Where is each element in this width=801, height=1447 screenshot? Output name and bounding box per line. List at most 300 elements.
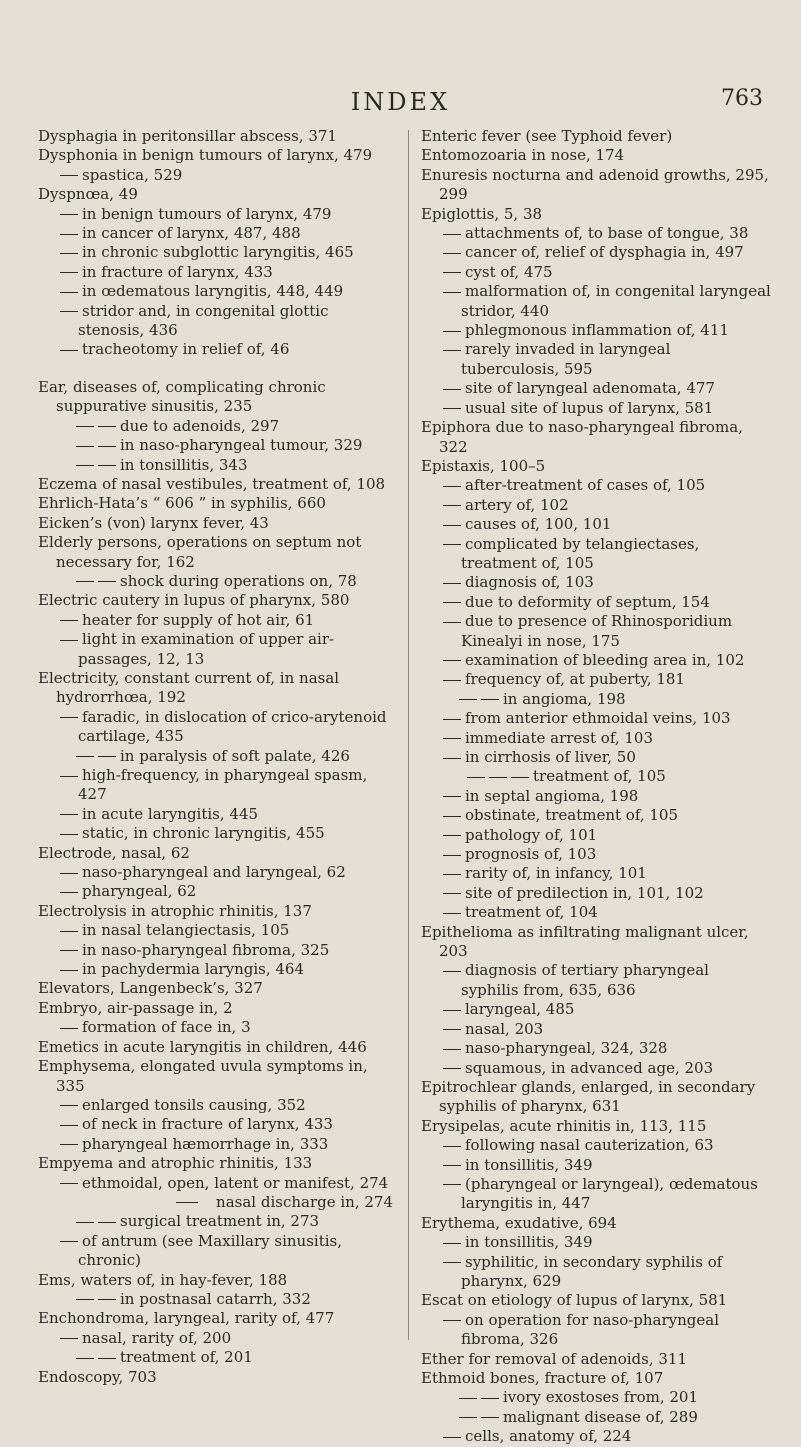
index-entry-text: (pharyngeal or laryngeal), œdematous laryngitis in, 447 [461, 1174, 758, 1213]
index-entry [38, 302, 393, 341]
continuation-dash [76, 581, 94, 582]
index-entry-text: in tonsillitis, 343 [120, 455, 248, 474]
continuation-dash [443, 816, 461, 817]
index-entry [421, 767, 771, 786]
index-entry [38, 979, 393, 998]
index-entry-text: artery of, 102 [465, 495, 569, 514]
index-entry-text: in fracture of larynx, 433 [82, 262, 273, 281]
index-entry-text: prognosis of, 103 [465, 845, 597, 864]
index-entry-text: ethmoidal, open, latent or manifest, 274 [82, 1173, 389, 1192]
continuation-dash [98, 1358, 116, 1359]
index-entry [38, 882, 393, 901]
index-entry [421, 593, 771, 612]
index-entry [38, 533, 393, 572]
index-entry-text: in œdematous laryngitis, 448, 449 [82, 282, 344, 301]
index-entry [421, 826, 771, 845]
index-entry [38, 436, 393, 455]
index-entry [421, 612, 771, 651]
index-entry [38, 960, 393, 979]
index-entry-text: nasal, rarity of, 200 [82, 1328, 232, 1347]
index-entry [421, 651, 771, 670]
index-entry [38, 1115, 393, 1134]
index-entry-text: Elderly persons, operations on septum not necessary for, 162 [38, 533, 362, 571]
continuation-dash [60, 1105, 78, 1106]
continuation-dash [443, 1184, 461, 1185]
continuation-dash [459, 1417, 477, 1418]
index-entry [38, 1154, 393, 1173]
index-entry-text: on operation for naso-pharyngeal fibroma, 326 [461, 1310, 720, 1349]
continuation-dash [459, 1398, 477, 1399]
continuation-dash [98, 1299, 116, 1300]
continuation-dash [98, 446, 116, 447]
index-entry-text: Emetics in acute laryngitis in children, 446 [38, 1037, 367, 1056]
index-entry-text: in angioma, 198 [503, 689, 626, 708]
index-entry-text: cells, anatomy of, 224 [465, 1427, 632, 1446]
continuation-dash [76, 756, 94, 757]
index-entry [38, 1348, 393, 1367]
continuation-dash [443, 331, 461, 332]
index-entry [421, 961, 771, 1000]
index-entry-text: malformation of, in congenital laryngeal stridor, 440 [461, 282, 771, 320]
index-entry-text: in pachydermia laryngis, 464 [82, 960, 304, 979]
continuation-dash [60, 175, 78, 176]
index-entry-text: in naso-pharyngeal tumour, 329 [120, 436, 363, 455]
index-column-right [421, 127, 771, 1447]
continuation-dash [443, 796, 461, 797]
index-entry-text: rarely invaded in laryngeal tuberculosis, 595 [461, 340, 671, 378]
index-entry-text: in acute laryngitis, 445 [82, 804, 259, 823]
index-entry [38, 282, 393, 301]
continuation-dash [60, 814, 78, 815]
index-entry [38, 263, 393, 282]
continuation-dash [60, 834, 78, 835]
index-entry-text: after-treatment of cases of, 105 [465, 476, 706, 495]
index-entry-text: immediate arrest of, 103 [465, 728, 654, 747]
continuation-dash [443, 1262, 461, 1263]
index-entry [421, 923, 771, 962]
index-entry-text: pharyngeal, 62 [82, 882, 197, 901]
index-entry [38, 340, 393, 359]
index-entry-text: Emphysema, elongated uvula symptoms in, 335 [38, 1057, 368, 1095]
index-entry [421, 476, 771, 495]
continuation-dash [60, 311, 78, 312]
index-entry-text: naso-pharyngeal, 324, 328 [465, 1039, 668, 1058]
index-entry-text: causes of, 100, 101 [465, 515, 612, 534]
index-entry [421, 379, 771, 398]
index-entry [38, 766, 393, 805]
continuation-dash [60, 1183, 78, 1184]
continuation-dash [60, 931, 78, 932]
continuation-dash [443, 525, 461, 526]
index-entry-text: Endoscopy, 703 [38, 1367, 157, 1386]
index-entry-text: usual site of lupus of larynx, 581 [465, 398, 714, 417]
continuation-dash [481, 1398, 499, 1399]
index-entry [38, 999, 393, 1018]
index-entry [421, 535, 771, 574]
index-entry-text: Electrode, nasal, 62 [38, 843, 190, 862]
index-entry [421, 166, 771, 205]
index-entry [38, 902, 393, 921]
continuation-dash [176, 1202, 198, 1203]
index-entry [421, 1350, 771, 1369]
index-entry [421, 1369, 771, 1388]
page-title: INDEX [350, 88, 451, 116]
index-entry-text: surgical treatment in, 273 [120, 1212, 320, 1231]
continuation-dash [60, 272, 78, 273]
index-entry [421, 1388, 771, 1407]
index-entry [38, 1018, 393, 1037]
index-entry [38, 708, 393, 747]
continuation-dash [60, 253, 78, 254]
index-entry-text: ivory exostoses from, 201 [503, 1388, 699, 1407]
index-entry [421, 224, 771, 243]
index-entry [38, 572, 393, 591]
continuation-dash [443, 486, 461, 487]
index-entry [38, 1309, 393, 1328]
index-entry [421, 1408, 771, 1427]
index-entry-text: Electricity, constant current of, in nasal hydrorrhœa, 192 [38, 668, 340, 707]
index-entry [421, 1059, 771, 1078]
continuation-dash [60, 1028, 78, 1029]
index-entry-text: Ether for removal of adenoids, 311 [421, 1349, 687, 1368]
index-entry-text: pharyngeal hæmorrhage in, 333 [82, 1134, 329, 1153]
continuation-dash [60, 1125, 78, 1126]
continuation-dash [443, 505, 461, 506]
continuation-dash [443, 835, 461, 836]
continuation-dash [76, 1358, 94, 1359]
index-entry-text: Dysphonia in benign tumours of larynx, 479 [38, 146, 373, 165]
index-entry [38, 747, 393, 766]
index-entry-text: Escat on etiology of lupus of larynx, 581 [421, 1291, 728, 1310]
index-entry-text: in tonsillitis, 349 [465, 1155, 593, 1174]
index-entry [421, 709, 771, 728]
index-entry [421, 399, 771, 418]
index-entry [421, 884, 771, 903]
index-entry [421, 1311, 771, 1350]
index-entry-text: due to presence of Rhinosporidium Kinealyi in nose, 175 [461, 612, 733, 650]
index-entry-text: due to adenoids, 297 [120, 416, 280, 435]
index-entry-text: site of predilection in, 101, 102 [465, 883, 704, 902]
index-entry-text: due to deformity of septum, 154 [465, 592, 710, 611]
continuation-dash [60, 640, 78, 641]
index-entry [421, 1233, 771, 1252]
continuation-dash [98, 465, 116, 466]
index-entry-text: nasal, 203 [465, 1019, 544, 1038]
index-entry [38, 1193, 393, 1212]
continuation-dash [443, 660, 461, 661]
index-entry-text: Epiglottis, 5, 38 [421, 204, 543, 223]
index-entry [38, 1038, 393, 1057]
index-entry [421, 282, 771, 321]
index-entry [421, 243, 771, 262]
continuation-dash [443, 971, 461, 972]
index-entry [38, 1271, 393, 1290]
index-entry [421, 670, 771, 689]
continuation-dash [60, 234, 78, 235]
index-entry-text: diagnosis of, 103 [465, 573, 594, 592]
index-entry [38, 243, 393, 262]
index-entry-text: in septal angioma, 198 [465, 786, 639, 805]
index-entry [421, 205, 771, 224]
index-entry-text: examination of bleeding area in, 102 [465, 650, 745, 669]
continuation-dash [60, 873, 78, 874]
index-entry-text: Eicken’s (von) larynx fever, 43 [38, 513, 269, 532]
index-entry-text: of antrum (see Maxillary sinusitis, chronic) [78, 1231, 342, 1270]
continuation-dash [60, 350, 78, 351]
index-column-left [38, 127, 393, 1387]
continuation-dash [443, 1029, 461, 1030]
index-entry-text: Ems, waters of, in hay-fever, 188 [38, 1270, 288, 1289]
continuation-dash [76, 1299, 94, 1300]
continuation-dash [60, 214, 78, 215]
index-entry-text: Eczema of nasal vestibules, treatment of, 108 [38, 474, 386, 493]
index-entry-text: of neck in fracture of larynx, 433 [82, 1115, 333, 1134]
index-entry-text: site of laryngeal adenomata, 477 [465, 379, 715, 398]
continuation-dash [443, 855, 461, 856]
continuation-dash [443, 719, 461, 720]
index-entry-text: Electrolysis in atrophic rhinitis, 137 [38, 901, 312, 920]
index-entry-text: treatment of, 104 [465, 903, 598, 922]
index-entry [421, 321, 771, 340]
continuation-dash [511, 777, 529, 778]
continuation-dash [459, 699, 477, 700]
continuation-dash [98, 581, 116, 582]
index-entry [38, 1329, 393, 1348]
index-entry-text: complicated by telangiectases, treatment of, 105 [461, 534, 700, 572]
index-entry-text: obstinate, treatment of, 105 [465, 806, 679, 825]
index-entry-text: attachments of, to base of tongue, 38 [465, 224, 749, 243]
index-entry [38, 456, 393, 475]
index-entry [421, 1078, 771, 1117]
continuation-dash [443, 1165, 461, 1166]
index-entry-text: Epiphora due to naso-pharyngeal fibroma, 322 [421, 418, 743, 456]
index-entry-text: Dyspnœa, 49 [38, 185, 138, 204]
index-entry-text: Erysipelas, acute rhinitis in, 113, 115 [421, 1116, 707, 1135]
index-entry-text: pathology of, 101 [465, 825, 598, 844]
continuation-dash [443, 350, 461, 351]
index-entry [38, 1368, 393, 1387]
index-entry-text: in tonsillitis, 349 [465, 1233, 593, 1252]
index-entry-text: faradic, in dislocation of crico-arytenoid cartilage, 435 [78, 707, 387, 746]
index-entry-text: Ear, diseases of, complicating chronic suppurative sinusitis, 235 [38, 377, 326, 416]
index-entry [38, 941, 393, 960]
index-entry [38, 417, 393, 436]
index-entry-text: nasal discharge in, 274 [216, 1192, 393, 1211]
index-entry [38, 1135, 393, 1154]
index-entry-text: tracheotomy in relief of, 46 [82, 340, 290, 359]
index-entry [421, 787, 771, 806]
index-entry [38, 1212, 393, 1231]
index-entry [421, 1156, 771, 1175]
index-entry [421, 806, 771, 825]
continuation-dash [443, 1320, 461, 1321]
index-entry [421, 340, 771, 379]
continuation-dash [489, 777, 507, 778]
index-entry-text: Erythema, exudative, 694 [421, 1213, 617, 1232]
index-entry [38, 1232, 393, 1271]
continuation-dash [443, 893, 461, 894]
index-entry [421, 496, 771, 515]
continuation-dash [443, 1068, 461, 1069]
index-entry-text: cancer of, relief of dysphagia in, 497 [465, 243, 744, 262]
continuation-dash [443, 1437, 461, 1438]
index-entry [38, 475, 393, 494]
index-entry [38, 669, 393, 708]
continuation-dash [60, 776, 78, 777]
index-entry-text: syphilitic, in secondary syphilis of pharynx, 629 [461, 1252, 723, 1290]
index-entry-text: shock during operations on, 78 [120, 571, 357, 590]
index-entry [38, 185, 393, 204]
index-entry [421, 1136, 771, 1155]
index-entry [38, 378, 393, 417]
index-entry-text: squamous, in advanced age, 203 [465, 1058, 714, 1077]
index-entry [421, 1020, 771, 1039]
index-entry-text: in benign tumours of larynx, 479 [82, 204, 332, 223]
continuation-dash [443, 913, 461, 914]
continuation-dash [443, 1049, 461, 1050]
index-entry [421, 127, 771, 146]
index-entry-text: in naso-pharyngeal fibroma, 325 [82, 940, 330, 959]
index-entry-text: high-frequency, in pharyngeal spasm, 427 [78, 766, 368, 804]
index-entry-text: Epithelioma as infiltrating malignant ulcer, 203 [421, 922, 749, 961]
index-entry [38, 514, 393, 533]
continuation-dash [443, 622, 461, 623]
index-entry [421, 729, 771, 748]
index-entry [421, 864, 771, 883]
index-entry [38, 611, 393, 630]
index-entry [421, 1253, 771, 1292]
index-entry-text: formation of face in, 3 [82, 1018, 251, 1037]
index-entry-text: stridor and, in congenital glottic stenosis, 436 [78, 301, 329, 340]
index-entry [38, 224, 393, 243]
index-entry [38, 205, 393, 224]
index-entry [38, 127, 393, 146]
index-entry-text: spastica, 529 [82, 165, 183, 184]
index-entry-text: Enchondroma, laryngeal, rarity of, 477 [38, 1309, 335, 1328]
index-entry-text: in postnasal catarrh, 332 [120, 1289, 311, 1308]
continuation-dash [76, 426, 94, 427]
column-divider [408, 130, 409, 1340]
index-entry [421, 515, 771, 534]
index-entry-text: Entomozoaria in nose, 174 [421, 146, 625, 165]
index-entry-text: Elevators, Langenbeck’s, 327 [38, 979, 263, 998]
continuation-dash [76, 465, 94, 466]
continuation-dash [60, 620, 78, 621]
index-entry [421, 1291, 771, 1310]
continuation-dash [443, 874, 461, 875]
continuation-dash [60, 1144, 78, 1145]
continuation-dash [443, 738, 461, 739]
index-entry [38, 824, 393, 843]
index-entry [38, 591, 393, 610]
continuation-dash [60, 892, 78, 893]
index-entry [421, 418, 771, 457]
index-entry-text: in cirrhosis of liver, 50 [465, 748, 636, 766]
index-entry [421, 1117, 771, 1136]
index-entry-text: phlegmonous inflammation of, 411 [465, 321, 729, 340]
index-entry-text: following nasal cauterization, 63 [465, 1136, 714, 1155]
index-entry [38, 1290, 393, 1309]
index-entry-text: laryngeal, 485 [465, 1000, 575, 1019]
continuation-dash [76, 1222, 94, 1223]
index-entry-text: Ethmoid bones, fracture of, 107 [421, 1369, 664, 1387]
index-entry [38, 844, 393, 863]
index-entry [421, 1175, 771, 1214]
index-entry [38, 494, 393, 513]
index-entry-text: Enteric fever (see Typhoid fever) [421, 127, 673, 145]
index-entry-text: enlarged tonsils causing, 352 [82, 1095, 306, 1114]
index-entry [421, 1427, 771, 1446]
continuation-dash [443, 758, 461, 759]
index-entry [38, 1057, 393, 1096]
continuation-dash [443, 292, 461, 293]
index-entry-text: cyst of, 475 [465, 262, 553, 281]
index-entry [38, 921, 393, 940]
index-entry-text: in nasal telangiectasis, 105 [82, 921, 290, 940]
continuation-dash [60, 292, 78, 293]
index-entry-text: Ehrlich-Hata’s “ 606 ” in syphilis, 660 [38, 494, 326, 513]
index-entry [38, 1096, 393, 1115]
continuation-dash [60, 1338, 78, 1339]
continuation-dash [60, 970, 78, 971]
index-entry-text: Epistaxis, 100–5 [421, 456, 546, 475]
index-entry-text: in paralysis of soft palate, 426 [120, 746, 350, 765]
index-entry-text: malignant disease of, 289 [503, 1407, 698, 1426]
index-entry [421, 690, 771, 709]
index-entry [38, 1174, 393, 1193]
continuation-dash [443, 583, 461, 584]
index-entry-text: frequency of, at puberty, 181 [465, 670, 685, 689]
continuation-dash [443, 389, 461, 390]
index-entry-text: Enuresis nocturna and adenoid growths, 295, 299 [421, 165, 769, 204]
index-entry [421, 1214, 771, 1233]
index-entry [421, 1039, 771, 1058]
index-entry-text: treatment of, 105 [533, 767, 666, 786]
index-entry [38, 166, 393, 185]
index-entry-text: static, in chronic laryngitis, 455 [82, 824, 325, 843]
index-entry-text: Electric cautery in lupus of pharynx, 580 [38, 591, 350, 610]
continuation-dash [443, 1010, 461, 1011]
index-entry [421, 748, 771, 767]
continuation-dash [76, 446, 94, 447]
continuation-dash [60, 950, 78, 951]
continuation-dash [60, 717, 78, 718]
index-entry-text: in cancer of larynx, 487, 488 [82, 224, 301, 243]
index-entry-text: Empyema and atrophic rhinitis, 133 [38, 1154, 313, 1173]
index-entry [421, 845, 771, 864]
index-entry [38, 630, 393, 669]
continuation-dash [481, 699, 499, 700]
continuation-dash [443, 272, 461, 273]
index-entry-text: in chronic subglottic laryngitis, 465 [82, 243, 354, 262]
index-entry-text: naso-pharyngeal and laryngeal, 62 [82, 863, 346, 882]
index-entry-text: diagnosis of tertiary pharyngeal syphilis from, 635, 636 [461, 961, 709, 999]
index-entry [38, 146, 393, 165]
index-entry [421, 457, 771, 476]
index-entry-text: Embryo, air-passage in, 2 [38, 998, 233, 1017]
index-entry-text: from anterior ethmoidal veins, 103 [465, 709, 731, 728]
index-entry-text: Dysphagia in peritonsillar abscess, 371 [38, 127, 337, 145]
index-entry [38, 863, 393, 882]
index-entry [421, 573, 771, 592]
continuation-dash [443, 1146, 461, 1147]
index-entry [421, 903, 771, 922]
continuation-dash [467, 777, 485, 778]
index-entry-text: Epitrochlear glands, enlarged, in secondary syphilis of pharynx, 631 [421, 1077, 756, 1116]
continuation-dash [443, 544, 461, 545]
continuation-dash [443, 234, 461, 235]
index-entry-text: light in examination of upper air-passages, 12, 13 [78, 630, 335, 668]
